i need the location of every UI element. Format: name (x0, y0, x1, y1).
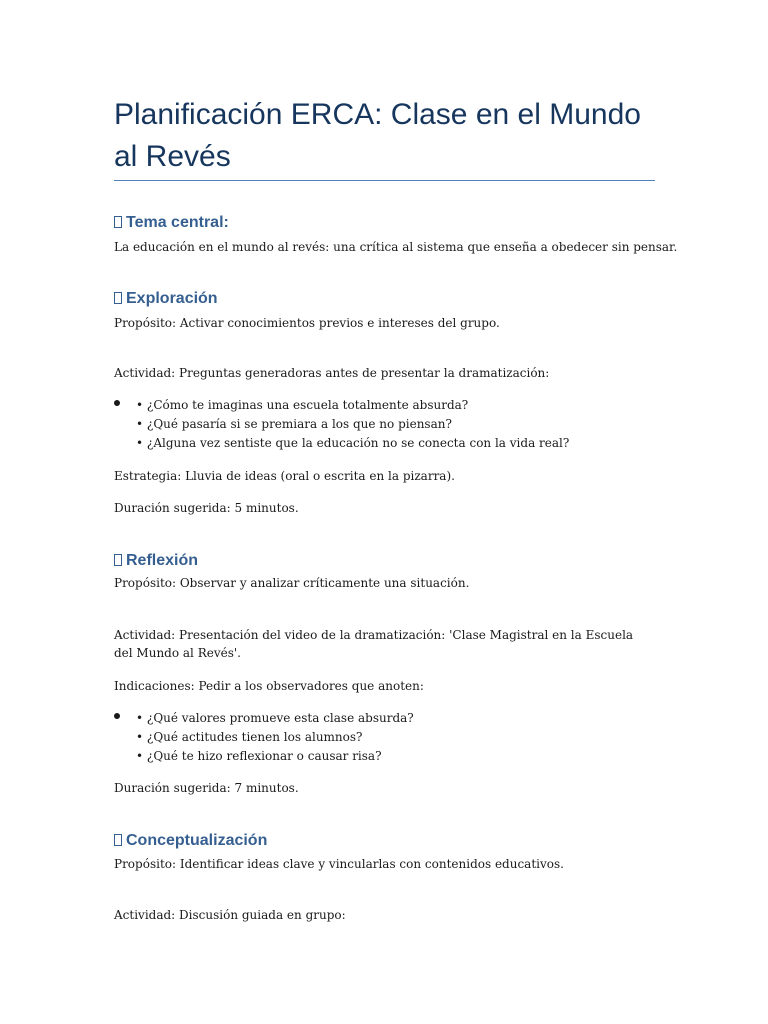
exploracion-actividad: Actividad: Preguntas generadoras antes de presentar la dramatización: (114, 366, 550, 380)
heading-text: Conceptualización (126, 832, 268, 849)
reflexion-duracion: Duración sugerida: 7 minutos. (114, 781, 299, 795)
heading-text: Exploración (126, 290, 218, 307)
heading-reflexion (114, 551, 198, 571)
missing-glyph-icon (114, 554, 122, 566)
reflexion-indicaciones: Indicaciones: Pedir a los observadores que anoten: (114, 679, 424, 693)
exploracion-duracion: Duración sugerida: 5 minutos. (114, 501, 299, 515)
tema-central-text: La educación en el mundo al revés: una crítica al sistema que enseña a obedecer sin pensar. (114, 240, 678, 254)
heading-exploracion (114, 289, 218, 309)
list-item: • ¿Qué valores promueve esta clase absurda? (136, 711, 414, 725)
list-item: • ¿Alguna vez sentiste que la educación no se conecta con la vida real? (136, 436, 570, 450)
reflexion-actividad: Actividad: Presentación del video de la dramatización: 'Clase Magistral en la Escuela del Mundo al Revés'. (114, 628, 634, 660)
conceptualizacion-proposito: Propósito: Identificar ideas clave y vincularlas con contenidos educativos. (114, 857, 564, 871)
heading-text: Reflexión (126, 552, 199, 569)
reflexion-proposito: Propósito: Observar y analizar críticamente una situación. (114, 576, 470, 590)
bullet-dot-icon (114, 400, 120, 406)
list-item: • ¿Qué pasaría si se premiara a los que no piensan? (136, 417, 452, 431)
conceptualizacion-actividad: Actividad: Discusión guiada en grupo: (114, 908, 346, 922)
reflexion-bullet-list (114, 709, 654, 769)
exploracion-estrategia: Estrategia: Lluvia de ideas (oral o escrita en la pizarra). (114, 469, 455, 483)
title-underline (114, 180, 655, 181)
heading-text: Tema central: (126, 214, 229, 231)
list-item: • ¿Cómo te imaginas una escuela totalmente absurda? (136, 398, 469, 412)
exploracion-bullet-list (114, 396, 654, 456)
list-item: • ¿Qué te hizo reflexionar o causar risa? (136, 749, 382, 763)
missing-glyph-icon (114, 292, 122, 304)
missing-glyph-icon (114, 834, 122, 846)
bullet-dot-icon (114, 713, 120, 719)
missing-glyph-icon (114, 216, 122, 228)
exploracion-proposito: Propósito: Activar conocimientos previos e intereses del grupo. (114, 316, 500, 330)
list-item: • ¿Qué actitudes tienen los alumnos? (136, 730, 363, 744)
document-title: Planificación ERCA: Clase en el Mundo al Revés (114, 98, 641, 173)
heading-conceptualizacion (114, 831, 267, 851)
heading-tema-central (114, 213, 229, 233)
